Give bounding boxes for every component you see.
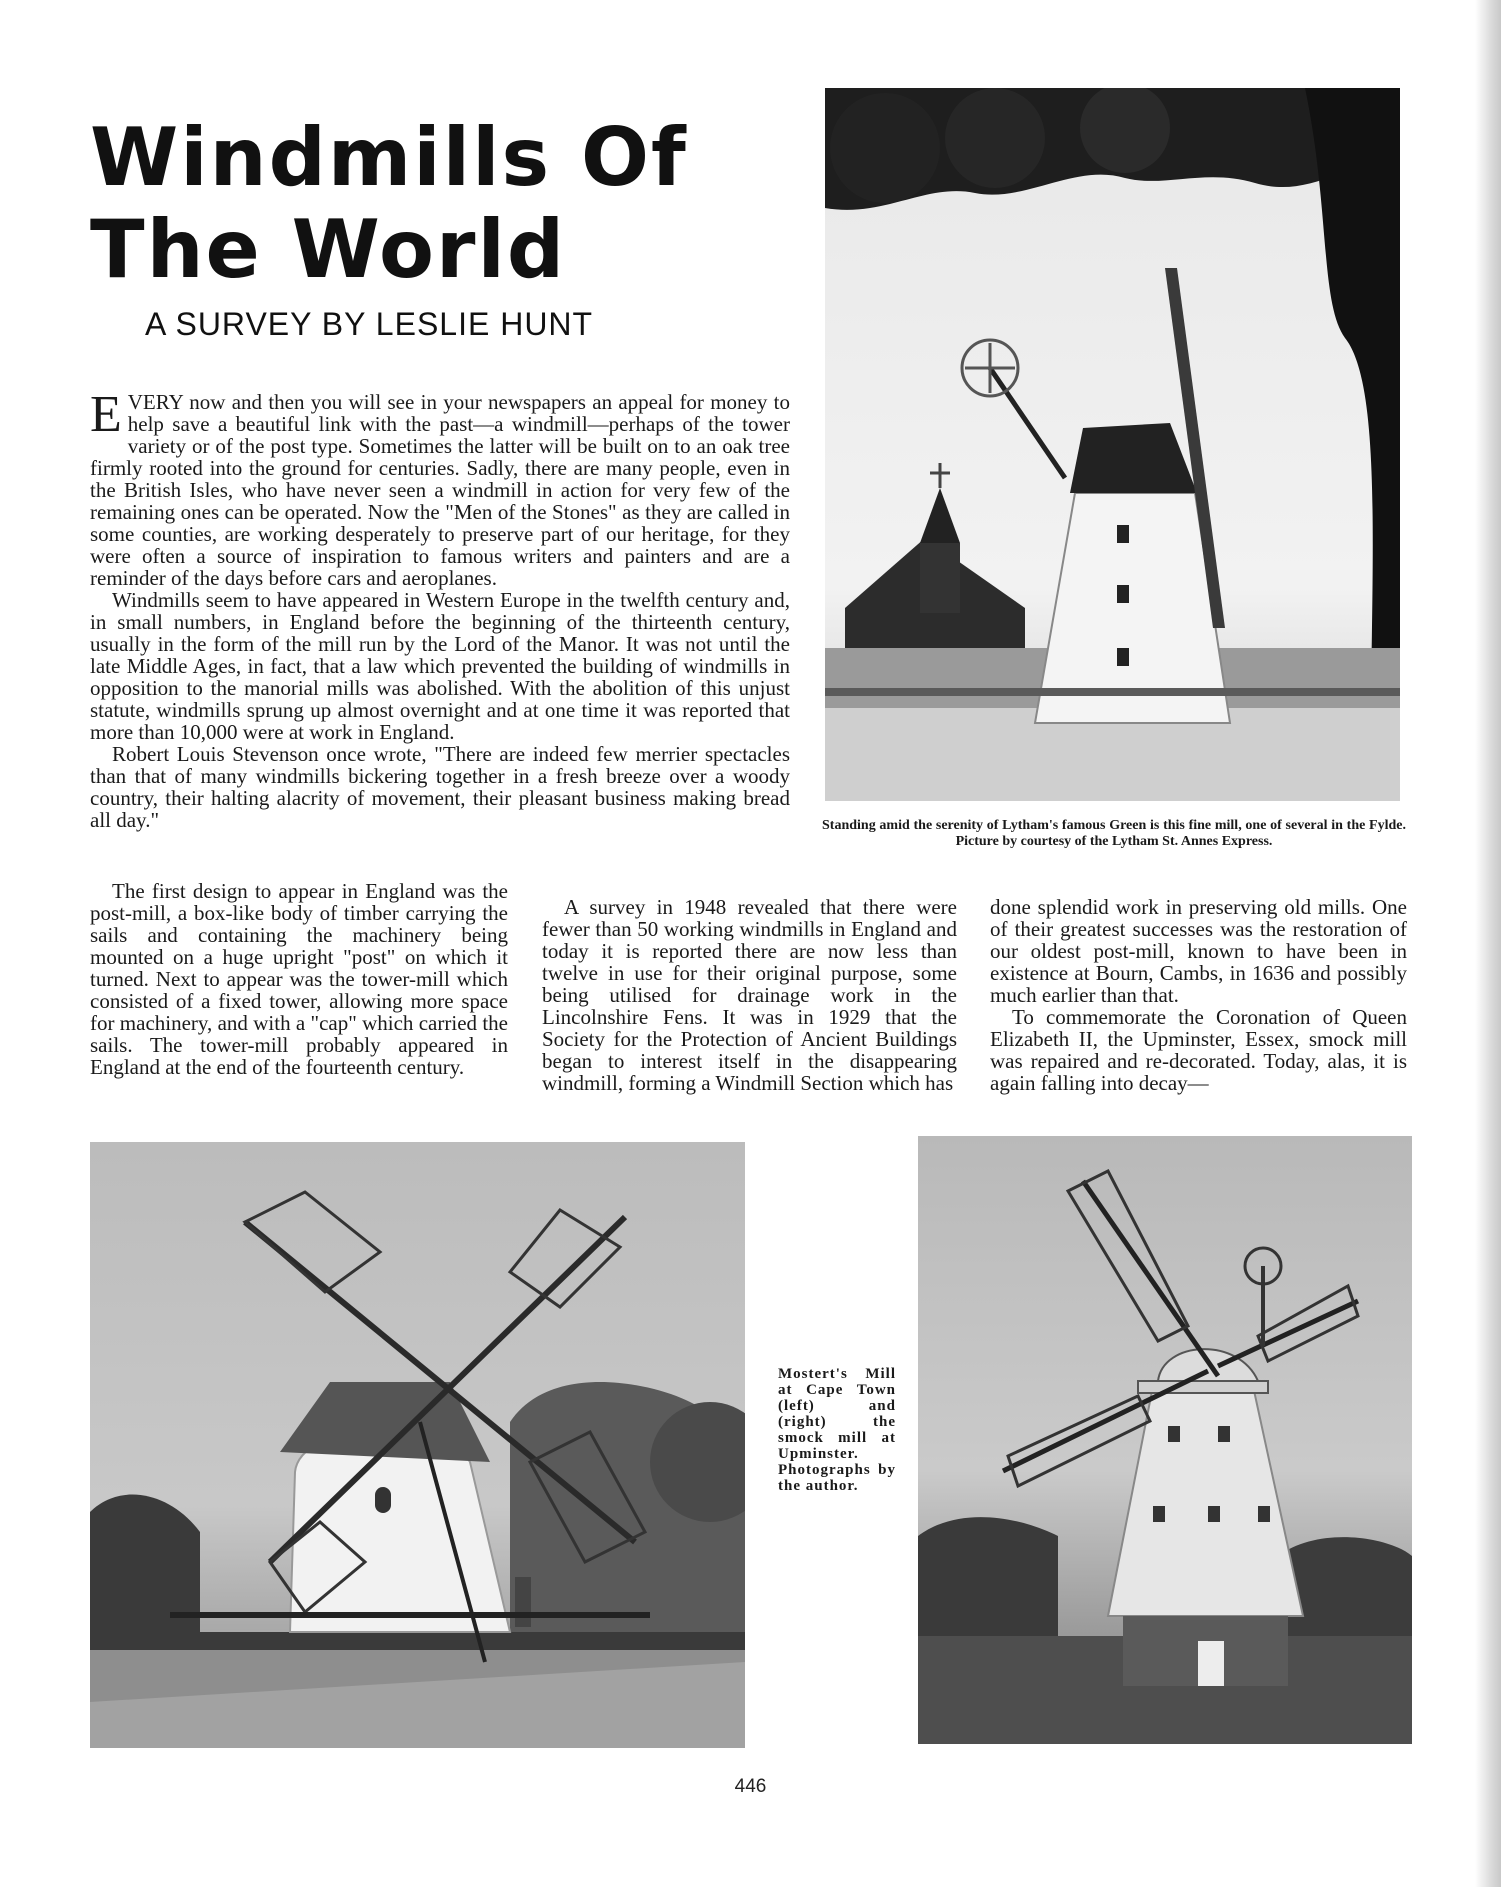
intro-paragraph-3: Robert Louis Stevenson once wrote, "There are indeed few merrier spectacles than that of many windmills bickering together in a fresh breeze over a woody country, their halting alacrity of movement, their pleasant business making bread all day." (90, 742, 790, 832)
intro-paragraph-1-text: VERY now and then you will see in your newspapers an appeal for money to help save a beautiful link with the past—a windmill—perhaps of the tower variety or of the post type. Sometimes the latter will be built on to an oak tree firmly rooted into the ground for centuries. Sadly, there are many people, even in the British Isles, who have never seen a windmill in action for very few of the remaining ones can be operated. Now the "Men of the Stones" as they are called in some counties, are working desperately to preserve part of our heritage, for they were often a source of inspiration to famous writers and painters and are a reminder of the days before cars and aeroplanes. (90, 390, 790, 590)
lytham-windmill-illustration (825, 88, 1400, 801)
article-title: Windmills Of The World (90, 111, 688, 296)
column-2-paragraph: A survey in 1948 revealed that there were fewer than 50 working windmills in England and today it is reported there are now less than twelve in use for their original purpose, some being utilised for drainage work in the Lincolnshire Fens. It was in 1929 that the Society for the Protection of Ancient Buildings began to interest itself in the disappearing windmill, forming a Windmill Section which has (542, 895, 957, 1095)
mosterts-photo-caption: Mostert's Mill at Cape Town (left) and (right) the smock mill at Upminster. Photographs by the author. (778, 1366, 896, 1494)
upminster-mill-photo (918, 1136, 1412, 1744)
column-1-paragraph: The first design to appear in England was the post-mill, a box-like body of timber carrying the sails and containing the machinery being mounted on a huge upright "post" on which it turned. Next to appear was the tower-mill which consisted of a fixed tower, allowing more space for machinery, and with a "cap" which carried the sails. The tower-mill probably appeared in England at the end of the fourteenth century. (90, 879, 508, 1079)
column-3-paragraph-2: To commemorate the Coronation of Queen Elizabeth II, the Upminster, Essex, smock mill was repaired and re-decorated. Today, alas, it is again falling into decay— (990, 1005, 1407, 1095)
page-edge-shadow (1475, 0, 1501, 1887)
column-1 (90, 880, 508, 1078)
drop-cap: E (90, 386, 122, 443)
column-2 (542, 896, 957, 1094)
mosterts-mill-illustration (90, 1142, 745, 1748)
article-byline: A SURVEY BY LESLIE HUNT (145, 306, 594, 342)
column-3-paragraph-1: done splendid work in preserving old mills. One of their greatest successes was the restoration of our oldest post-mill, known to have been in existence at Bourn, Cambs, in 1636 and possibly much earlier than that. (990, 895, 1407, 1007)
upminster-mill-illustration (918, 1136, 1412, 1744)
intro-text (90, 386, 790, 832)
page-number: 446 (734, 1776, 767, 1797)
column-3 (990, 896, 1407, 1094)
lytham-windmill-photo (825, 88, 1400, 801)
lytham-photo-caption: Standing amid the serenity of Lytham's famous Green is this fine mill, one of several in the Fylde. Picture by courtesy of the Lytham St. Annes Express. (822, 818, 1406, 849)
intro-paragraph-2: Windmills seem to have appeared in Western Europe in the twelfth century and, in small numbers, in England before the beginning of the thirteenth century, usually in the form of the mill run by the Lord of the Manor. It was not until the late Middle Ages, in fact, that a law which prevented the building of windmills in opposition to the manorial mills was abolished. With the abolition of this unjust statute, windmills sprung up almost overnight and at one time it was reported that more than 10,000 were at work in England. (90, 588, 790, 744)
mosterts-mill-photo (90, 1142, 745, 1748)
intro-paragraph-1 (90, 386, 790, 590)
